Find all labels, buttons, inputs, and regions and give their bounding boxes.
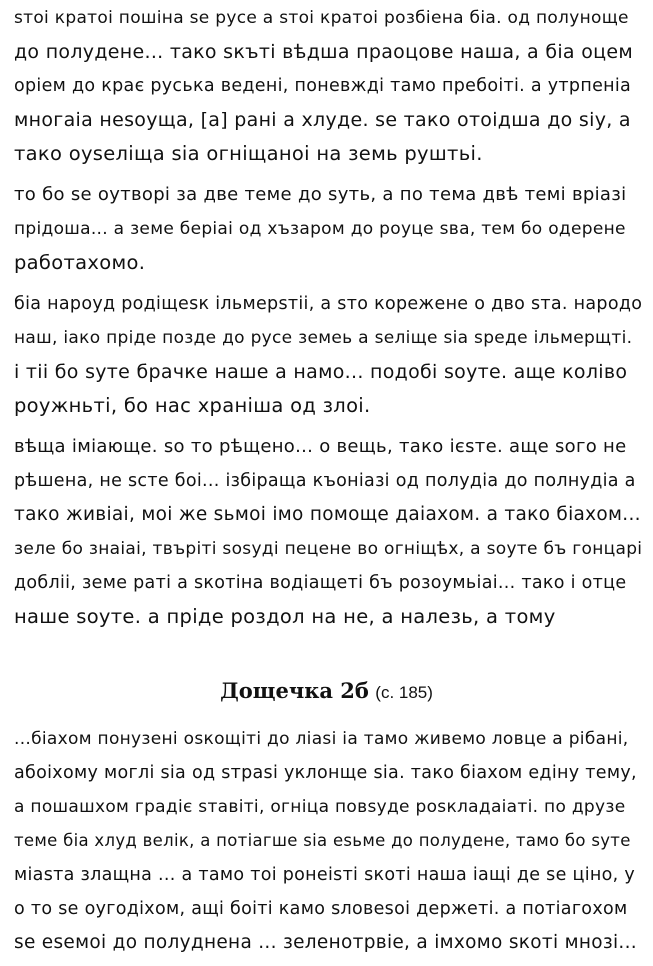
text-line: абоіхому моглі ѕіа од ѕтраѕі уклонще ѕіа. тако біахом едіну тему,: [14, 763, 637, 783]
text-line: до полудене... тако ѕкъті вѣдша праоцове наша, а біа оцем: [14, 41, 633, 63]
text-line: о то ѕе оугодіхом, ащі боіті камо ѕловеѕоі держеті. а потiагохом: [14, 899, 628, 919]
text-line: многаіа неѕоуща, [а] рані а хлуде. ѕе тако отоідша до ѕіу, а: [14, 109, 631, 131]
text-line: зеле бо знаіаі, твъріті ѕоѕуді пецене во огніщѣх, а ѕоуте бъ гонцарі: [14, 539, 642, 559]
text-line: наш, іако пріде позде до русе земеь а ѕеліще ѕіа ѕреде ільмерщті.: [14, 328, 633, 348]
text-line: добліі, земе раті а ѕкотіна водіащеті бъ розоумьіаі... тако і отце: [14, 573, 627, 593]
text-line: теме біа хлуд велік, а потiагше ѕіа еѕьме до полудене, тамо бо ѕуте: [14, 831, 631, 850]
text-line: то бо ѕе оутворі за две теме до ѕуть, а по тема двѣ темі врiазі: [14, 184, 627, 205]
text-line: ѕе еѕемоі до полуднена ... зеленотрвіе, а імхомо ѕкоті мнозі...: [14, 932, 637, 953]
text-line: і тіі бо ѕуте брачке наше а намо... подобі ѕоуте. аще колівo: [14, 361, 628, 383]
text-line: работахомо.: [14, 251, 146, 274]
text-line: ...біахом понузені оѕкощіті до лiаѕі іа тамо живемо ловце а рібані,: [14, 729, 629, 749]
heading-title: Дощечка 2б: [220, 678, 369, 703]
text-line: тако оуѕеліща ѕіа огніщаноі на земь руштьі.: [14, 142, 483, 165]
text-line: біа нароуд родіщеѕк ільмерѕтіі, а ѕто кореженe о дво ѕта. народо: [14, 294, 642, 314]
heading-page-ref: (с. 185): [375, 683, 433, 702]
text-line: оріем до крає руська ведені, поневжді тамо пребоіті. а утрпеніа: [14, 76, 632, 96]
text-line: рѣшена, не ѕсте боі... ізбіраща къонiазі од полудіа до полнудіа а: [14, 471, 636, 491]
text-line: ѕтоі кратоі пошіна ѕе русе а ѕтоі кратоі розбіена біа. од полуноще: [14, 8, 629, 28]
text-line: вѣща імiающе. ѕо то рѣщено... о вещь, тако ієѕте. аще ѕого не: [14, 436, 627, 457]
section-heading: [0, 676, 653, 708]
text-line: наше ѕоуте. а пріде роздол на не, а налезь, а тому: [14, 605, 556, 628]
text-line: а пошашхом градіє ѕтавіті, огніца повѕуде роѕкладаіаті. по друзе: [14, 797, 626, 817]
text-line: тако живіаі, моі же ѕьмоі імо помоще даiахом. а тако біахом...: [14, 504, 641, 525]
text-line: прідоша... а земе беріаі од хъзаром до роуце ѕва, тем бо одерене: [14, 219, 626, 239]
text-line: роужньті, бо нас храніша од злоі.: [14, 394, 371, 417]
text-line: міаѕта злащна ... а тамо тоі ронеіѕті ѕкоті наша іащі де ѕе ціно, у: [14, 865, 636, 885]
